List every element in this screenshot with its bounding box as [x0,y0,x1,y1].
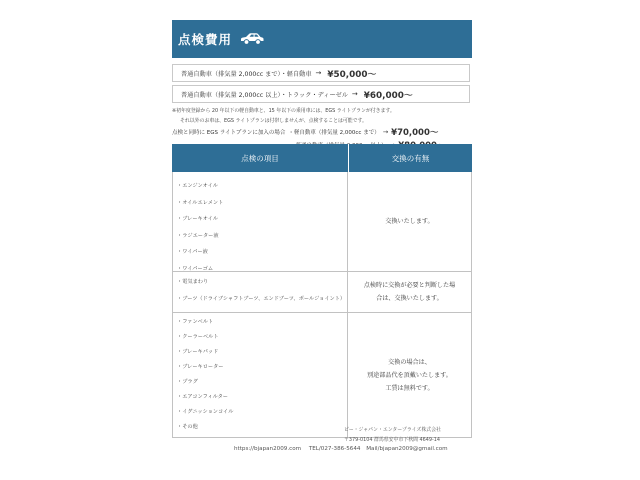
email-address[interactable]: Mail/bjapan2009@gmail.com [366,446,448,452]
plan-row-desc: ・軽自動車（排気量 2,000cc まで） [288,130,380,136]
company-name: ビー・ジャパン・エンタープライズ株式会社 [344,427,441,433]
answer-line: 工賃は無料です。 [385,384,434,392]
item-list [173,313,348,437]
answer-line: 合は、交換いたします。 [376,295,443,302]
plan-intro: 点検と同時に EGS ライトプランに加入の場合 [172,130,286,136]
header-banner [172,20,472,58]
price-row-large [172,85,470,103]
list-item: ・エアコンフィルター [177,394,228,400]
table-row [172,272,472,313]
contact-line [234,446,448,452]
answer-line: 別途部品代を頂戴いたします。 [367,371,452,379]
swap-answer [348,272,471,312]
list-item: ・ブレーキオイル [177,216,219,222]
list-item: ・ワイパー液 [177,249,208,255]
plan-price: ¥70,000〜 [391,128,439,138]
list-item: ・ブレーキパッド [177,349,219,355]
list-item: ・イグニッションコイル [177,409,234,415]
car-icon [239,32,265,46]
list-item: ・電気まわり [177,279,209,285]
header-swap: 交換の有無 [391,153,430,163]
list-item: ・その他 [177,424,198,430]
arrow-right-icon: → [351,90,358,98]
price-row-desc: 普通自動車（排気量 2,000cc まで）・軽自動車 [181,70,312,78]
list-item: ・オイルエレメント [177,199,224,206]
company-address: 〒379-0104 群馬県安中市下秋間 4649-14 [344,437,440,443]
list-item: ・ラジエーター液 [177,232,219,239]
answer-line: 交換いたします。 [385,218,434,225]
website-link[interactable]: https://bjapan2009.com [234,446,302,452]
table-header [172,144,472,172]
list-item: ・ファンベルト [177,319,214,325]
price-sheet [172,14,474,470]
table-row [172,313,472,438]
swap-answer [348,313,471,437]
page-title: 点検費用 [178,32,233,47]
list-item: ・ブーツ（ドライブシャフトブーツ、エンドブーツ、ボールジョイント） [177,295,346,302]
list-item: ・ワイパーゴム [177,265,214,272]
price-row-standard [172,64,470,82]
list-item: ・プラグ [177,379,198,385]
price-value: ¥60,000〜 [363,90,413,101]
header-item: 点検の項目 [172,144,349,172]
list-item: ・エンジンオイル [177,183,218,189]
arrow-right-icon: → [315,69,322,77]
list-item: ・クーラーベルト [177,334,219,340]
answer-line: 交換の場合は、 [388,358,431,366]
note-line-2: それ以外のお車は、EGS ライトプランは付帯しませんが、点検することは可能です。 [180,118,367,124]
item-list [173,172,348,271]
item-list [173,272,348,312]
arrow-right-icon: → [382,128,389,136]
swap-answer [348,172,471,271]
price-value: ¥50,000〜 [327,69,377,80]
price-row-desc: 普通自動車（排気量 2,000cc 以上）・トラック・ディーゼル [181,91,348,99]
plan-row-light [172,126,438,138]
note-line-1: ※初年度登録から 20 年以下の軽自動車と、15 年以下の乗用車には、EGS ライトプランが付きます。 [172,108,395,114]
table-row [172,172,472,272]
list-item: ・ブレーキローター [177,364,224,370]
answer-line: 点検時に交換が必要と判断した場 [363,282,456,289]
phone-number: TEL/027-386-5644 [308,446,361,452]
inspection-table [172,144,472,438]
